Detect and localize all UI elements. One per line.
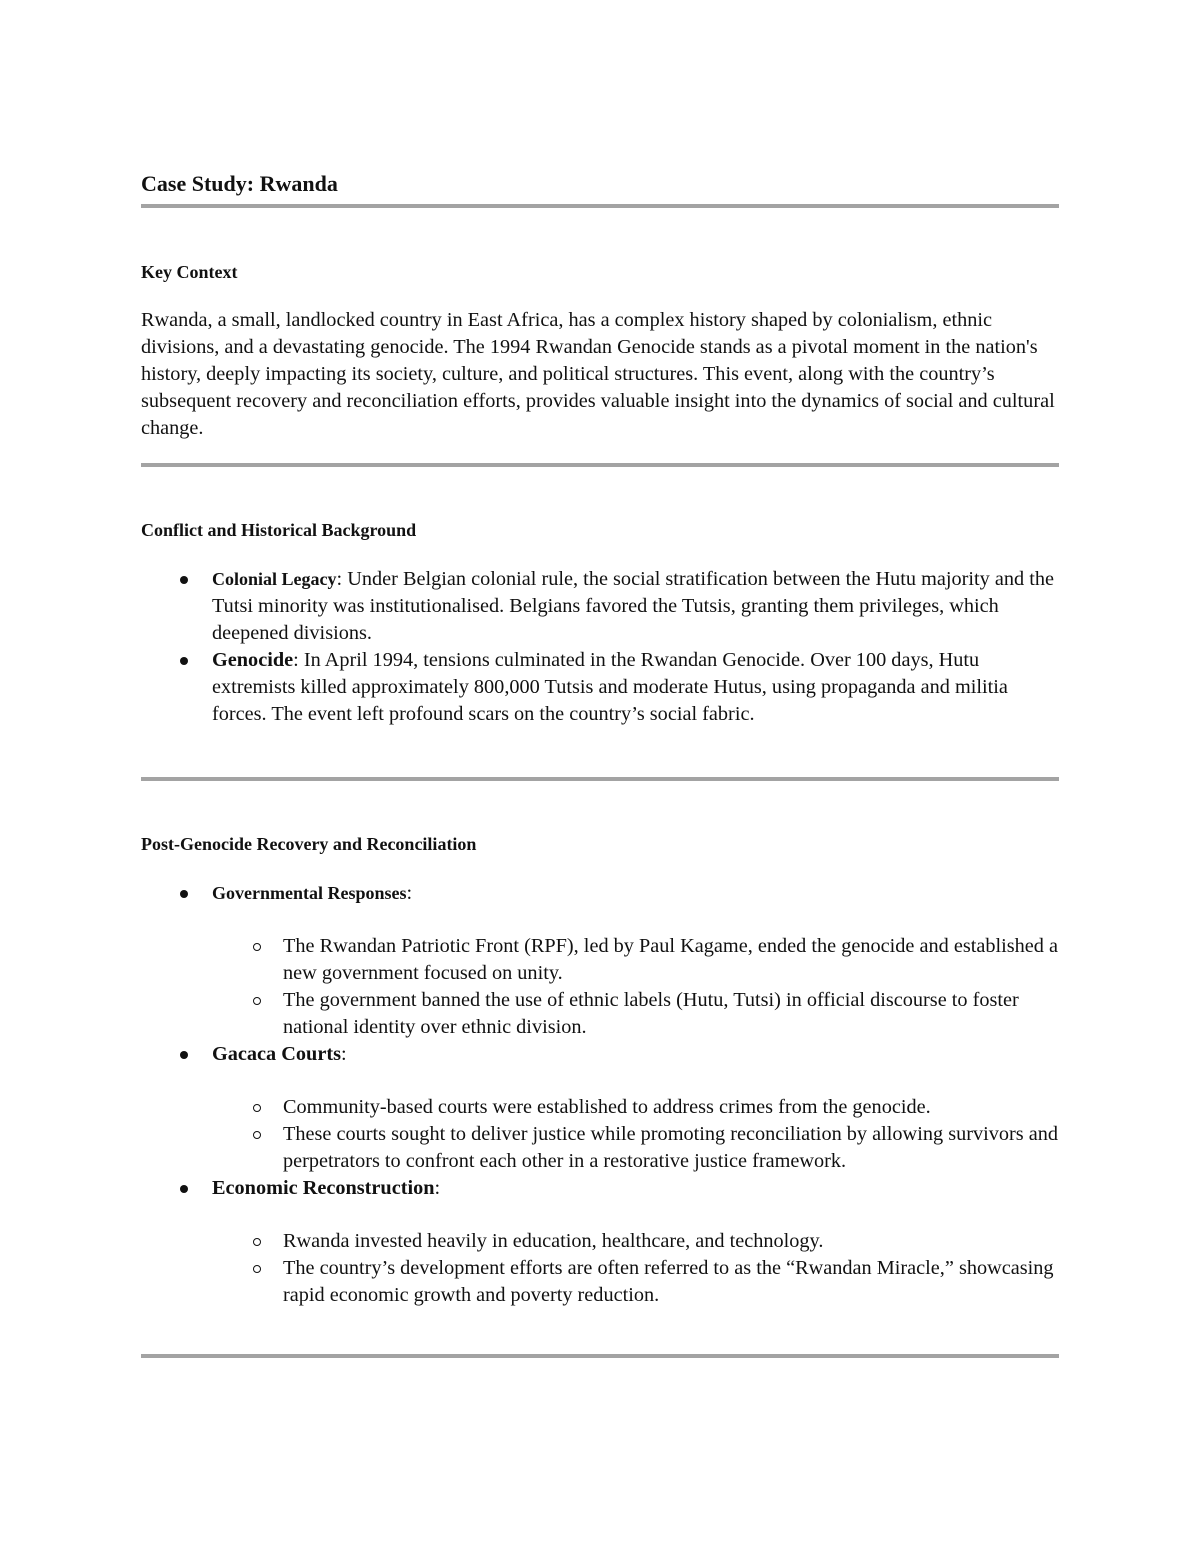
list-item-text: : In April 1994, tensions culminated in the Rwandan Genocide. Over 100 days, Hutu extremists killed approximately 800,000 Tutsis and moderate Hutus, using propaganda and militia forces. The event left profound scars on the country’s social fabric. (212, 649, 1008, 725)
bullet-icon (180, 576, 188, 584)
list-item (141, 1041, 1059, 1175)
bullet-icon (180, 890, 188, 898)
sub-list (212, 1228, 1059, 1309)
circle-bullet-icon (253, 1238, 261, 1246)
horizontal-rule (141, 777, 1059, 781)
sub-list-item-text: The Rwandan Patriotic Front (RPF), led by Paul Kagame, ended the genocide and established a new government focused on unity. (283, 935, 1059, 984)
sub-list-item (212, 1094, 1059, 1121)
list-item (141, 566, 1059, 647)
list-item-term: Economic Reconstruction (212, 1177, 435, 1199)
list-item-term: Gacaca Courts (212, 1043, 341, 1065)
sub-list-item-text: The country’s development efforts are often referred to as the “Rwandan Miracle,” showcasing rapid economic growth and poverty reduction. (283, 1257, 1054, 1306)
bullet-icon (180, 1185, 188, 1193)
section-heading-recovery: Post-Genocide Recovery and Reconciliation (141, 834, 477, 854)
list-item-text: : Under Belgian colonial rule, the social stratification between the Hutu majority and the Tutsi minority was institutionalised. Belgians favored the Tutsis, granting them privileges, which deepened divisions. (212, 568, 1055, 644)
bullet-icon (180, 1051, 188, 1059)
sub-list-item-text: Community-based courts were established to address crimes from the genocide. (283, 1096, 931, 1118)
sub-list-item (212, 1255, 1059, 1309)
list-item-term: Governmental Responses (212, 883, 407, 903)
circle-bullet-icon (253, 1104, 261, 1112)
list-item (141, 880, 1059, 1041)
recovery-list (141, 880, 1059, 1309)
circle-bullet-icon (253, 1131, 261, 1139)
bullet-icon (180, 657, 188, 665)
list-item-term: Genocide (212, 649, 294, 671)
horizontal-rule (141, 204, 1059, 208)
horizontal-rule (141, 1354, 1059, 1358)
conflict-list (141, 566, 1059, 728)
section-heading-key-context: Key Context (141, 262, 238, 282)
list-item (141, 647, 1059, 728)
section-heading-conflict: Conflict and Historical Background (141, 520, 417, 540)
sub-list-item (212, 1228, 1059, 1255)
sub-list-item (212, 933, 1059, 987)
list-item-suffix: : (406, 882, 413, 904)
sub-list-item (212, 1121, 1059, 1175)
key-context-paragraph: Rwanda, a small, landlocked country in East Africa, has a complex history shaped by colonialism, ethnic divisions, and a devastating genocide. The 1994 Rwandan Genocide stands as a pivotal moment in the nation's history, deeply impacting its society, culture, and political structures. This event, along with the country’s subsequent recovery and reconciliation efforts, provides valuable insight into the dynamics of social and cultural change. (141, 309, 1055, 439)
horizontal-rule (141, 463, 1059, 467)
sub-list-item-text: Rwanda invested heavily in education, healthcare, and technology. (283, 1230, 824, 1252)
circle-bullet-icon (253, 997, 261, 1005)
sub-list-item-text: These courts sought to deliver justice while promoting reconciliation by allowing survivors and perpetrators to confront each other in a restorative justice framework. (283, 1123, 1059, 1172)
document-title: Case Study: Rwanda (141, 171, 338, 196)
sub-list (212, 1094, 1059, 1175)
circle-bullet-icon (253, 943, 261, 951)
sub-list-item-text: The government banned the use of ethnic labels (Hutu, Tutsi) in official discourse to foster national identity over ethnic division. (283, 989, 1019, 1038)
list-item (141, 1175, 1059, 1309)
sub-list (212, 933, 1059, 1041)
list-item-suffix: : (341, 1043, 347, 1065)
list-item-suffix: : (434, 1177, 441, 1199)
sub-list-item (212, 987, 1059, 1041)
list-item-term: Colonial Legacy (212, 569, 337, 589)
circle-bullet-icon (253, 1265, 261, 1273)
